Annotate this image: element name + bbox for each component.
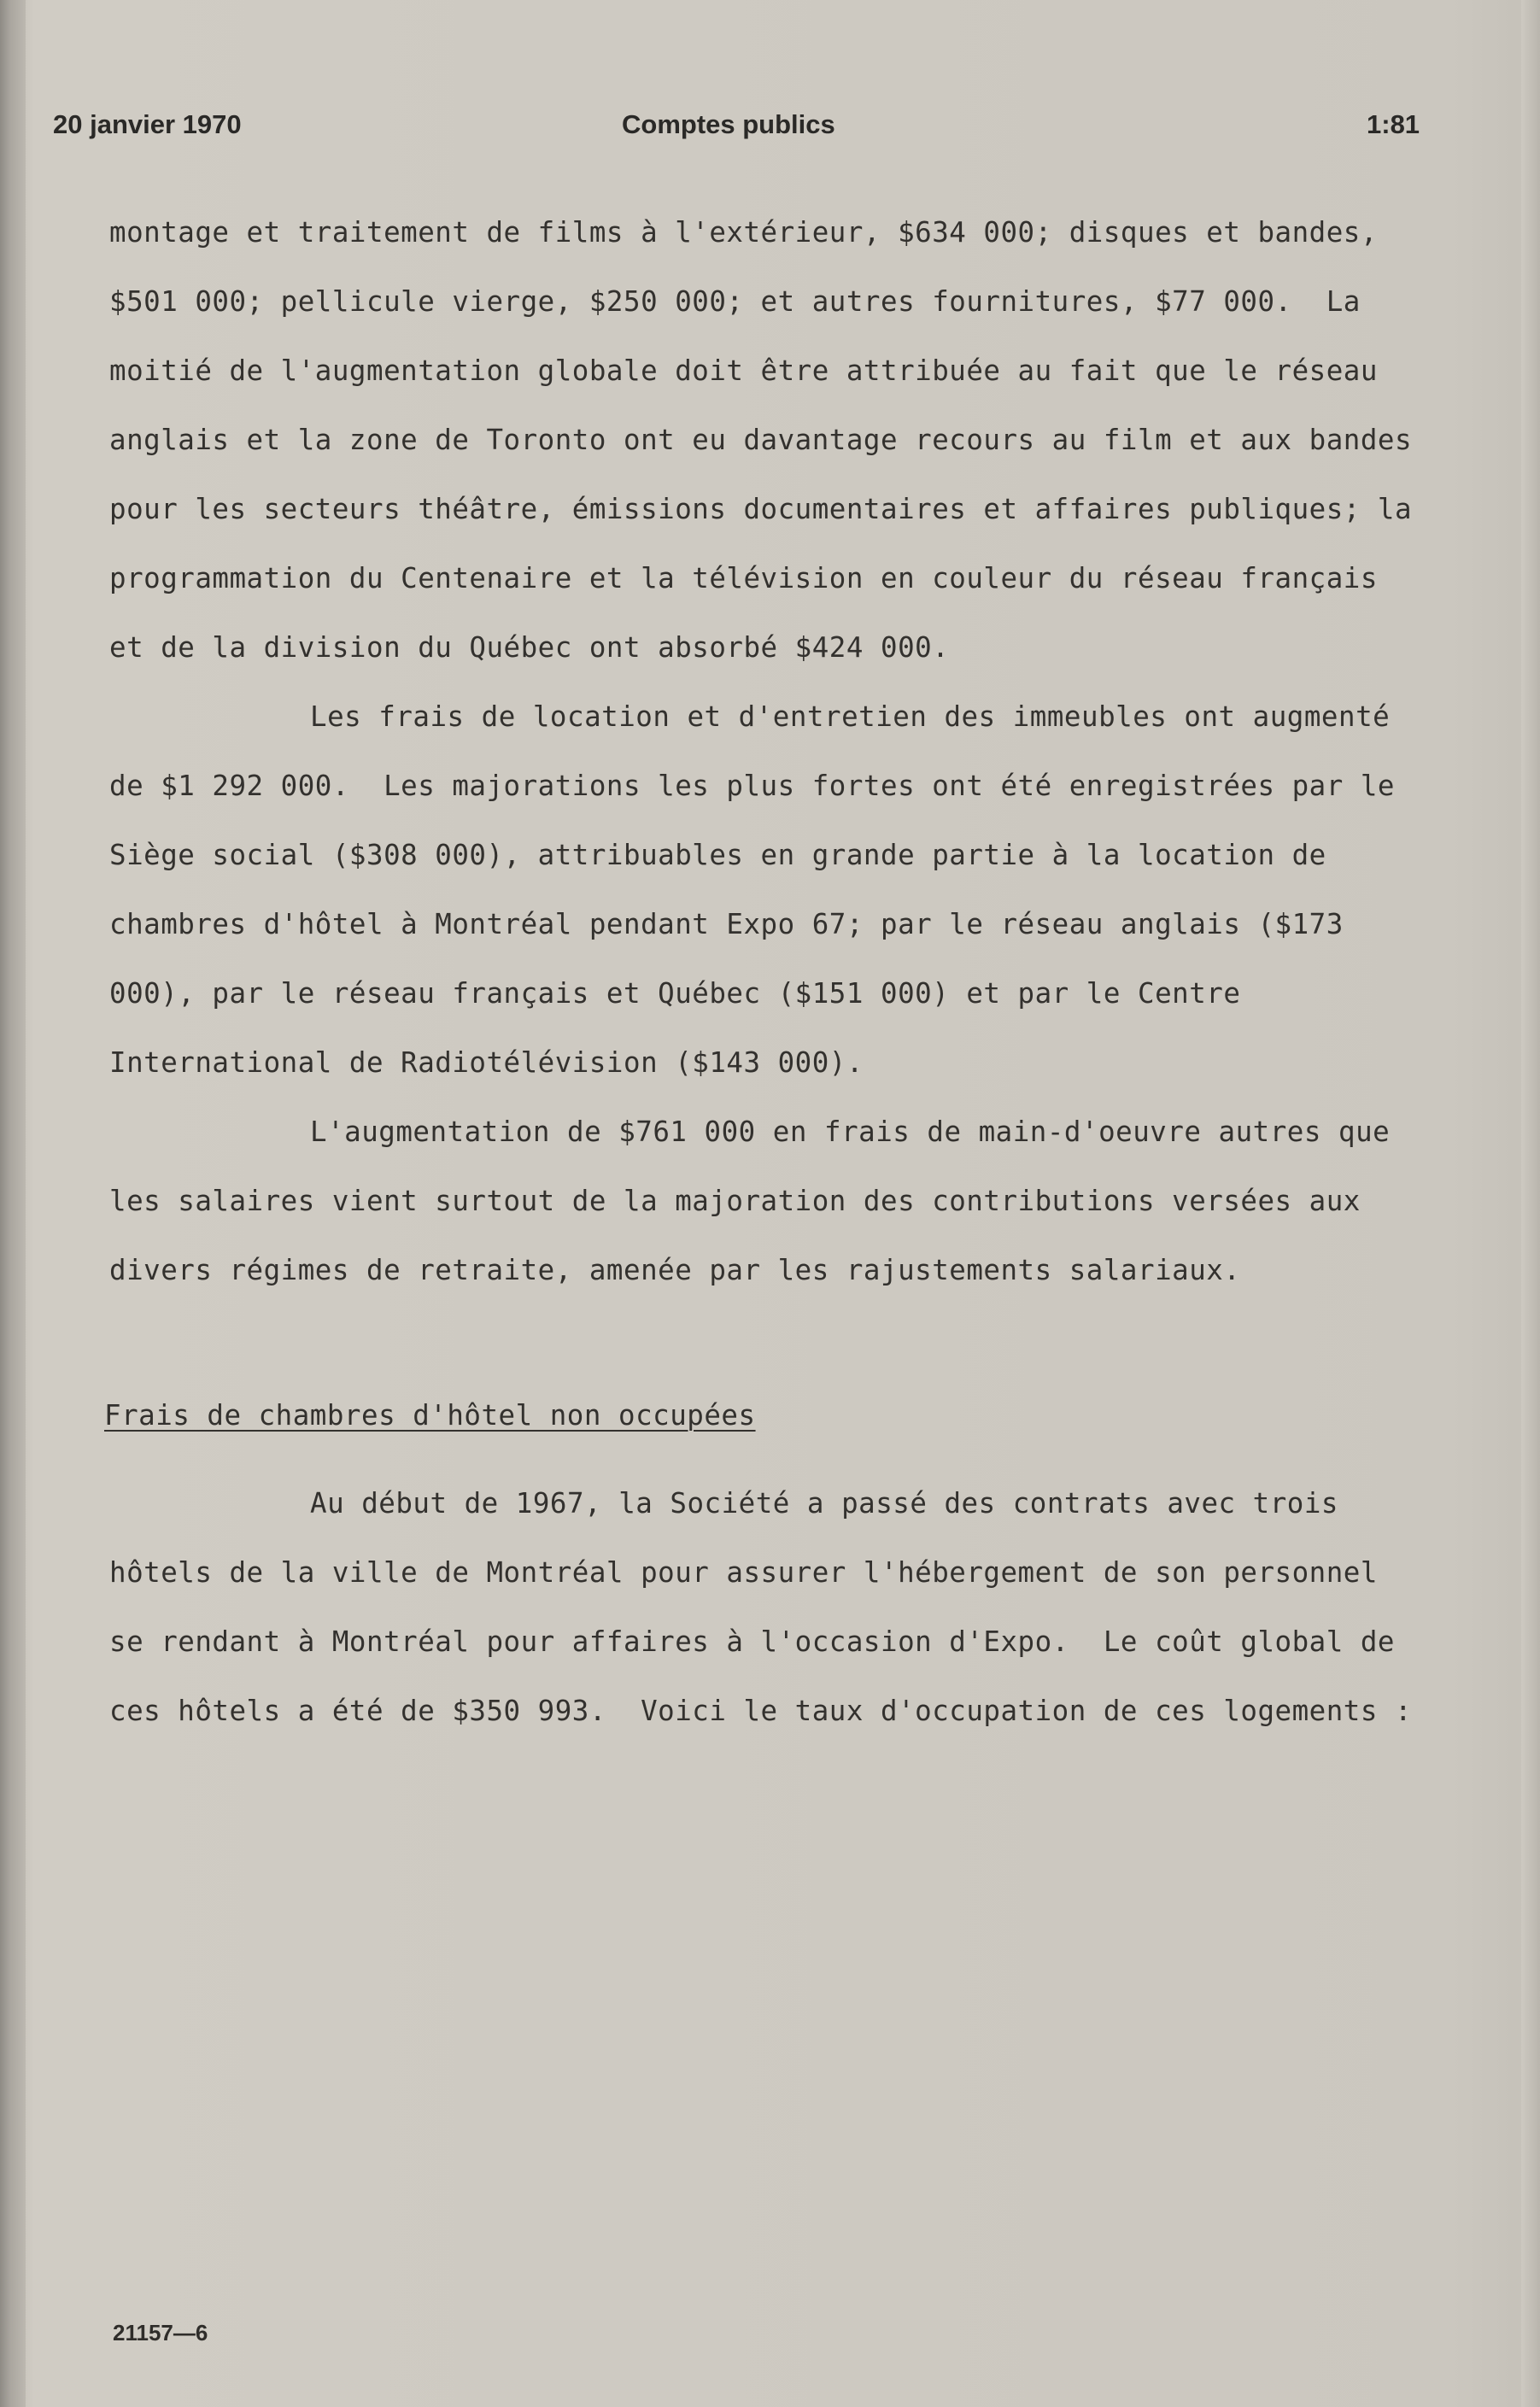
header-date: 20 janvier 1970 [53, 109, 242, 139]
binding-edge [0, 0, 26, 2407]
paragraph-2: Les frais de location et d'entretien des immeubles ont augmenté de $1 292 000. Les majorations les plus fortes ont été enregistrées par le Siège social ($308 000), attribuables en grande partie à la location de chambres d'hôtel à Montréal pendant Expo 67; par le réseau anglais ($173 000), par le réseau français et Québec ($151 000) et par le Centre International de Radiotélévision ($143 000). [109, 700, 1413, 1079]
body-text [109, 198, 1430, 1305]
section-body [109, 1469, 1425, 1746]
header-page-number: 1:81 [1367, 109, 1420, 139]
paragraph-1: montage et traitement de films à l'extérieur, $634 000; disques et bandes, $501 000; pellicule vierge, $250 000; et autres fournitures, $77 000. La moitié de l'augmentation globale doit être attribuée au fait que le réseau anglais et la zone de Toronto ont eu davantage recours au film et aux bandes pour les secteurs théâtre, émissions documentaires et affaires publiques; la programmation du Centenaire et la télévision en couleur du réseau français et de la division du Québec ont absorbé $424 000. [109, 216, 1430, 664]
page-header [0, 109, 1540, 152]
paragraph-3: L'augmentation de $761 000 en frais de main-d'oeuvre autres que les salaires vient surtout de la majoration des contributions versées aux divers régimes de retraite, amenée par les rajustements salariaux. [109, 1116, 1408, 1286]
section-paragraph: Au début de 1967, la Société a passé des contrats avec trois hôtels de la ville de Montréal pour assurer l'hébergement de son personnel se rendant à Montréal pour affaires à l'occasion d'Expo. Le coût global de ces hôtels a été de $350 993. Voici le taux d'occupation de ces logements : [109, 1487, 1413, 1727]
header-title: Comptes publics [622, 109, 835, 139]
page-right-edge [1521, 0, 1540, 2407]
footer-code: 21157—6 [113, 2320, 208, 2346]
section-heading: Frais de chambres d'hôtel non occupées [104, 1399, 756, 1432]
